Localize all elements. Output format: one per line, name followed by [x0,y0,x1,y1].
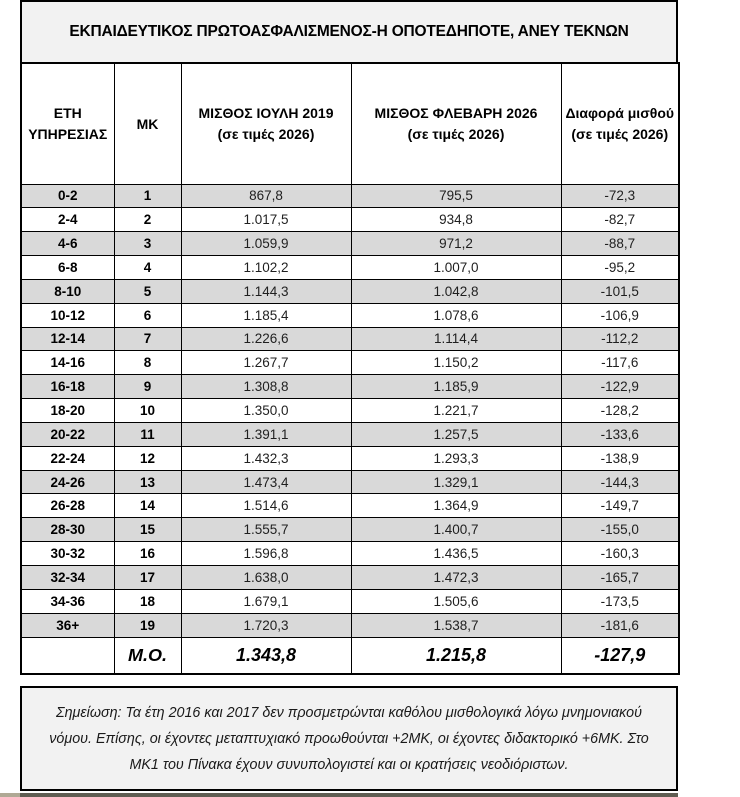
cell-salary-2026: 1.078,6 [351,303,561,327]
header-cell-mk [114,63,181,184]
cell-salary-2026: 971,2 [351,232,561,256]
cell-years: 10-12 [21,303,114,327]
cell-years: 24-26 [21,470,114,494]
cell-difference: -138,9 [561,446,679,470]
table-row [21,184,679,208]
cell-mk: 13 [114,470,181,494]
cell-mk: 16 [114,542,181,566]
salary-table [20,62,680,675]
cell-salary-2019: 1.473,4 [181,470,351,494]
table-row [21,375,679,399]
cell-salary-2026: 1.436,5 [351,542,561,566]
table-row [21,208,679,232]
cell-salary-2026: 1.400,7 [351,518,561,542]
cell-salary-2019: 1.350,0 [181,399,351,423]
header-sublabel: (σε τιμές 2026) [407,125,505,142]
document-area [20,0,678,791]
cell-years: 20-22 [21,422,114,446]
table-row [21,303,679,327]
cell-salary-2026: 795,5 [351,184,561,208]
table-row [21,446,679,470]
cell-difference: -149,7 [561,494,679,518]
page-title: ΕΚΠΑΙΔΕΥΤΙΚΟΣ ΠΡΩΤΟΑΣΦΑΛΙΣΜΕΝΟΣ-Η ΟΠΟΤΕΔΗΠΟΤΕ, ΑΝΕΥ ΤΕΚΝΩΝ [69,23,629,40]
cell-mk: 9 [114,375,181,399]
cell-salary-2019: 1.059,9 [181,232,351,256]
cell-difference: -144,3 [561,470,679,494]
title-box [20,0,678,64]
header-sublabel: (σε τιμές 2026) [571,125,669,142]
summary-blank-cell [21,637,114,674]
cell-salary-2019: 1.432,3 [181,446,351,470]
cell-mk: 18 [114,589,181,613]
cell-mk: 11 [114,422,181,446]
cell-salary-2019: 1.185,4 [181,303,351,327]
header-label: Διαφορά μισθού [565,105,675,122]
cell-years: 14-16 [21,351,114,375]
cell-salary-2019: 1.226,6 [181,327,351,351]
cell-difference: -155,0 [561,518,679,542]
bottom-edge-bar [20,793,678,797]
cell-salary-2019: 1.144,3 [181,279,351,303]
table-row [21,351,679,375]
cell-salary-2026: 1.114,4 [351,327,561,351]
cell-salary-2026: 1.221,7 [351,399,561,423]
cell-salary-2019: 1.596,8 [181,542,351,566]
header-label: ΜΙΣΘΟΣ ΙΟΥΛΗ 2019 [198,105,334,122]
table-row [21,470,679,494]
cell-salary-2026: 1.472,3 [351,566,561,590]
table-body [21,184,679,637]
table-row [21,422,679,446]
cell-years: 34-36 [21,589,114,613]
cell-mk: 7 [114,327,181,351]
cell-difference: -122,9 [561,375,679,399]
table-row [21,232,679,256]
cell-mk: 17 [114,566,181,590]
cell-mk: 14 [114,494,181,518]
cell-salary-2019: 1.308,8 [181,375,351,399]
table-row [21,589,679,613]
cell-years: 28-30 [21,518,114,542]
cell-difference: -95,2 [561,256,679,280]
note-box [20,686,678,791]
cell-difference: -133,6 [561,422,679,446]
cell-years: 22-24 [21,446,114,470]
cell-difference: -112,2 [561,327,679,351]
header-sublabel: (σε τιμές 2026) [217,125,315,142]
cell-salary-2026: 1.257,5 [351,422,561,446]
header-label: ΜΚ [136,115,159,132]
table-row [21,279,679,303]
summary-difference: -127,9 [561,637,679,674]
bottom-edge-bar-left [0,793,20,797]
cell-years: 32-34 [21,566,114,590]
cell-salary-2026: 1.538,7 [351,613,561,637]
header-cell-difference [561,63,679,184]
cell-difference: -101,5 [561,279,679,303]
cell-years: 8-10 [21,279,114,303]
cell-years: 26-28 [21,494,114,518]
cell-years: 36+ [21,613,114,637]
cell-years: 18-20 [21,399,114,423]
cell-mk: 1 [114,184,181,208]
table-row [21,566,679,590]
cell-mk: 10 [114,399,181,423]
cell-salary-2019: 1.391,1 [181,422,351,446]
cell-years: 12-14 [21,327,114,351]
cell-difference: -128,2 [561,399,679,423]
cell-salary-2026: 1.150,2 [351,351,561,375]
header-cell-years [21,63,114,184]
cell-mk: 12 [114,446,181,470]
summary-label: Μ.Ο. [114,637,181,674]
cell-salary-2019: 1.102,2 [181,256,351,280]
cell-salary-2019: 1.720,3 [181,613,351,637]
cell-salary-2026: 1.293,3 [351,446,561,470]
cell-difference: -165,7 [561,566,679,590]
cell-years: 2-4 [21,208,114,232]
cell-salary-2019: 1.514,6 [181,494,351,518]
summary-salary-2026: 1.215,8 [351,637,561,674]
cell-difference: -181,6 [561,613,679,637]
cell-difference: -106,9 [561,303,679,327]
cell-salary-2019: 1.679,1 [181,589,351,613]
cell-years: 6-8 [21,256,114,280]
cell-difference: -82,7 [561,208,679,232]
cell-salary-2026: 1.505,6 [351,589,561,613]
cell-salary-2026: 1.364,9 [351,494,561,518]
table-row [21,399,679,423]
cell-salary-2019: 1.555,7 [181,518,351,542]
cell-difference: -160,3 [561,542,679,566]
summary-row [21,637,679,674]
cell-mk: 4 [114,256,181,280]
cell-salary-2026: 1.329,1 [351,470,561,494]
cell-mk: 6 [114,303,181,327]
table-row [21,256,679,280]
cell-salary-2019: 867,8 [181,184,351,208]
cell-mk: 2 [114,208,181,232]
header-label: ΕΤΗ ΥΠΗΡΕΣΙΑΣ [28,105,108,142]
cell-salary-2019: 1.638,0 [181,566,351,590]
cell-salary-2019: 1.267,7 [181,351,351,375]
cell-salary-2019: 1.017,5 [181,208,351,232]
cell-mk: 8 [114,351,181,375]
cell-difference: -88,7 [561,232,679,256]
cell-salary-2026: 1.185,9 [351,375,561,399]
note-text: Σημείωση: Τα έτη 2016 και 2017 δεν προσμετρώνται καθόλου μισθολογικά λόγω μνημονιακού νόμου. Επίσης, οι έχοντες μεταπτυχιακό προωθούνται +2ΜΚ, οι έχοντες διδακτορικό +6ΜΚ. Στο ΜΚ1 του Πίνακα έχουν συνυπολογιστεί και οι κρατήσεις νεοδιόριστων. [49,704,649,773]
header-cell-salary-2026 [351,63,561,184]
table-row [21,494,679,518]
cell-years: 30-32 [21,542,114,566]
header-cell-salary-2019 [181,63,351,184]
cell-salary-2026: 934,8 [351,208,561,232]
cell-mk: 5 [114,279,181,303]
summary-salary-2019: 1.343,8 [181,637,351,674]
cell-salary-2026: 1.007,0 [351,256,561,280]
cell-years: 0-2 [21,184,114,208]
cell-difference: -117,6 [561,351,679,375]
table-row [21,327,679,351]
table-row [21,518,679,542]
table-row [21,542,679,566]
table-header-row [21,63,679,184]
cell-difference: -173,5 [561,589,679,613]
cell-mk: 15 [114,518,181,542]
cell-years: 16-18 [21,375,114,399]
cell-mk: 3 [114,232,181,256]
cell-salary-2026: 1.042,8 [351,279,561,303]
cell-mk: 19 [114,613,181,637]
table-row [21,613,679,637]
header-label: ΜΙΣΘΟΣ ΦΛΕΒΑΡΗ 2026 [374,105,538,122]
cell-difference: -72,3 [561,184,679,208]
cell-years: 4-6 [21,232,114,256]
